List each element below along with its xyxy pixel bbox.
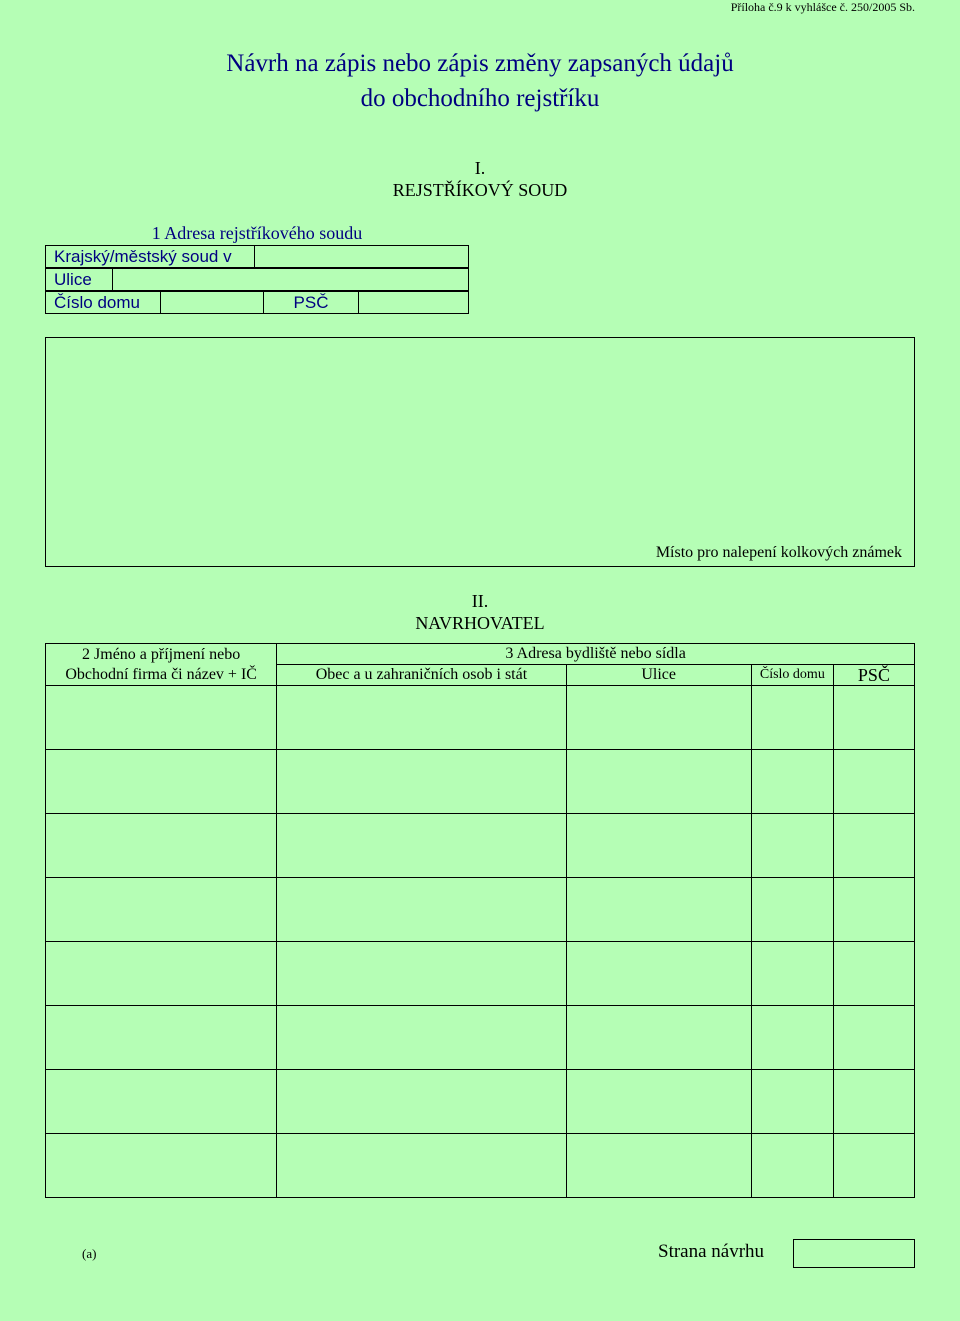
applicant-table xyxy=(45,643,915,1198)
court-address-heading: 1 Adresa rejstříkového soudu xyxy=(151,223,363,243)
house-number-label: Číslo domu xyxy=(46,292,161,314)
postcode-cell[interactable] xyxy=(833,1134,914,1198)
name-header-line1: 2 Jméno a příjmení nebo xyxy=(82,645,241,663)
city-column-header: Obec a u zahraničních osob i stát xyxy=(277,665,566,686)
address-column-header: 3 Adresa bydliště nebo sídla xyxy=(277,644,915,665)
stamp-area-label: Místo pro nalepení kolkových známek xyxy=(655,544,902,561)
house-number-cell[interactable] xyxy=(751,878,833,942)
postcode-cell[interactable] xyxy=(833,1006,914,1070)
footer-mark: (a) xyxy=(82,1246,97,1261)
postcode-cell[interactable] xyxy=(833,814,914,878)
street-cell[interactable] xyxy=(566,1006,751,1070)
court-label: Krajský/městský soud v xyxy=(46,246,255,268)
page-title-line1: Návrh na zápis nebo zápis změny zapsaných údajů xyxy=(226,50,734,77)
table-row xyxy=(46,750,915,814)
table-row xyxy=(46,1006,915,1070)
house-number-cell[interactable] xyxy=(751,1006,833,1070)
street-cell[interactable] xyxy=(566,750,751,814)
section1-heading xyxy=(0,157,960,201)
house-number-cell[interactable] xyxy=(751,1134,833,1198)
section1-number: I. xyxy=(474,158,486,178)
table-row xyxy=(46,686,915,750)
street-cell[interactable] xyxy=(566,942,751,1006)
house-number-cell[interactable] xyxy=(751,686,833,750)
section2-heading xyxy=(0,590,960,634)
name-cell[interactable] xyxy=(46,942,277,1006)
postcode-cell[interactable] xyxy=(833,1070,914,1134)
city-cell[interactable] xyxy=(277,1006,566,1070)
stamp-area[interactable] xyxy=(45,337,915,567)
house-number-cell[interactable] xyxy=(751,750,833,814)
street-cell[interactable] xyxy=(566,1134,751,1198)
house-number-cell[interactable] xyxy=(751,814,833,878)
postcode-cell[interactable] xyxy=(833,750,914,814)
table-row xyxy=(46,942,915,1006)
city-cell[interactable] xyxy=(277,878,566,942)
street-row xyxy=(45,268,469,291)
section2-number: II. xyxy=(471,591,489,611)
page-title-line2: do obchodního rejstříku xyxy=(360,85,600,112)
city-cell[interactable] xyxy=(277,686,566,750)
city-cell[interactable] xyxy=(277,814,566,878)
name-cell[interactable] xyxy=(46,814,277,878)
table-row xyxy=(46,878,915,942)
name-cell[interactable] xyxy=(46,1006,277,1070)
street-input[interactable] xyxy=(113,269,469,291)
table-row xyxy=(46,1134,915,1198)
postcode-label: PSČ xyxy=(264,292,359,314)
page-title xyxy=(0,46,960,116)
house-row xyxy=(45,291,469,314)
house-number-cell[interactable] xyxy=(751,1070,833,1134)
postcode-column-header: PSČ xyxy=(833,665,914,686)
city-cell[interactable] xyxy=(277,750,566,814)
street-label: Ulice xyxy=(46,269,113,291)
city-cell[interactable] xyxy=(277,942,566,1006)
name-cell[interactable] xyxy=(46,1134,277,1198)
table-row xyxy=(46,1070,915,1134)
postcode-cell[interactable] xyxy=(833,942,914,1006)
name-header-line2: Obchodní firma či název + IČ xyxy=(65,665,257,683)
section2-title: NAVRHOVATEL xyxy=(415,613,545,633)
court-address-table xyxy=(45,245,469,268)
court-input[interactable] xyxy=(255,246,469,268)
postcode-cell[interactable] xyxy=(833,686,914,750)
name-cell[interactable] xyxy=(46,686,277,750)
house-number-column-header: Číslo domu xyxy=(751,665,833,686)
street-cell[interactable] xyxy=(566,1070,751,1134)
section1-title: REJSTŘÍKOVÝ SOUD xyxy=(392,180,568,200)
page-number-input[interactable] xyxy=(793,1239,915,1268)
house-number-input[interactable] xyxy=(161,292,264,314)
street-cell[interactable] xyxy=(566,814,751,878)
street-cell[interactable] xyxy=(566,878,751,942)
house-number-cell[interactable] xyxy=(751,942,833,1006)
postcode-input[interactable] xyxy=(359,292,469,314)
name-cell[interactable] xyxy=(46,878,277,942)
street-cell[interactable] xyxy=(566,686,751,750)
city-cell[interactable] xyxy=(277,1070,566,1134)
name-cell[interactable] xyxy=(46,750,277,814)
annex-note: Příloha č.9 k vyhlášce č. 250/2005 Sb. xyxy=(730,0,915,14)
page-number-label: Strana návrhu xyxy=(658,1241,765,1262)
street-column-header: Ulice xyxy=(566,665,751,686)
name-column-header xyxy=(46,644,277,686)
postcode-cell[interactable] xyxy=(833,878,914,942)
name-cell[interactable] xyxy=(46,1070,277,1134)
table-row xyxy=(46,814,915,878)
city-cell[interactable] xyxy=(277,1134,566,1198)
